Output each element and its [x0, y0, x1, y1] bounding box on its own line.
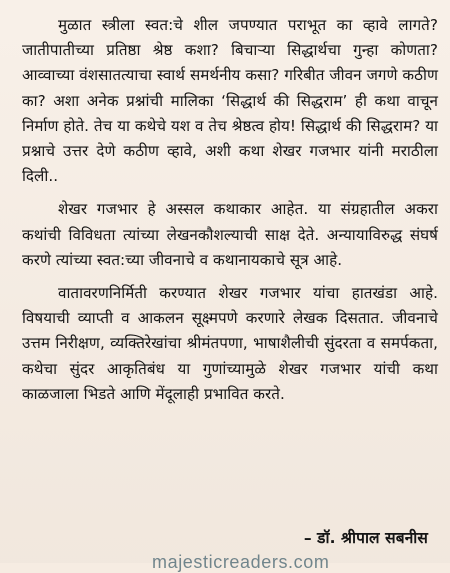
paragraph-2: शेखर गजभार हे अस्सल कथाकार आहेत. या संग्रहातील अकरा कथांची विविधता त्यांच्या लेखनकौशल्याची साक्ष देते. अन्यायाविरुद्ध संघर्ष करणे त्यांच्या स्वत:च्या जीवनाचे व कथानायकाचे सूत्र आहे. [22, 200, 438, 269]
author-signature: – डॉ. श्रीपाल सबनीस [303, 529, 428, 547]
watermark: majesticreaders.com [152, 552, 330, 572]
paragraph-3: वातावरणनिर्मिती करण्यात शेखर गजभार यांचा हातखंडा आहे. विषयाची व्याप्ती व आकलन सूक्ष्मपणे करणारे लेखक दिसतात. जीवनाचे उत्तम निरीक्षण, व्यक्तिरेखांचा श्रीमंतपणा, भाषाशैलीची सुंदरता व समर्पकता, कथेचा सुंदर आकृतिबंध या गुणांच्यामुळे शेखर गजभार यांची कथा काळजाला भिडते आणि मेंदूलाही प्रभावित करते. [22, 284, 438, 403]
paragraph-1: मुळात स्त्रीला स्वत:चे शील जपण्यात पराभूत का व्हावे लागते? जातीपातीच्या प्रतिष्ठा श्रेष्ठ कशा? बिचाऱ्या सिद्धार्थचा गुन्हा कोणता? आव्वाच्या वंशसातत्याचा स्वार्थ समर्थनीय कसा? गरिबीत जीवन जगणे कठीण का? अशा अनेक प्रश्नांची मालिका ‘सिद्धार्थ की सिद्धराम’ ही कथा वाचून निर्माण होते. तेच या कथेचे यश व तेच श्रेष्ठत्व होय! सिद्धार्थ की सिद्धराम? या प्रश्नाचे उत्तर देणे कठीण व्हावे, अशी कथा शेखर गजभार यांनी मराठीला दिली.. [22, 16, 438, 186]
